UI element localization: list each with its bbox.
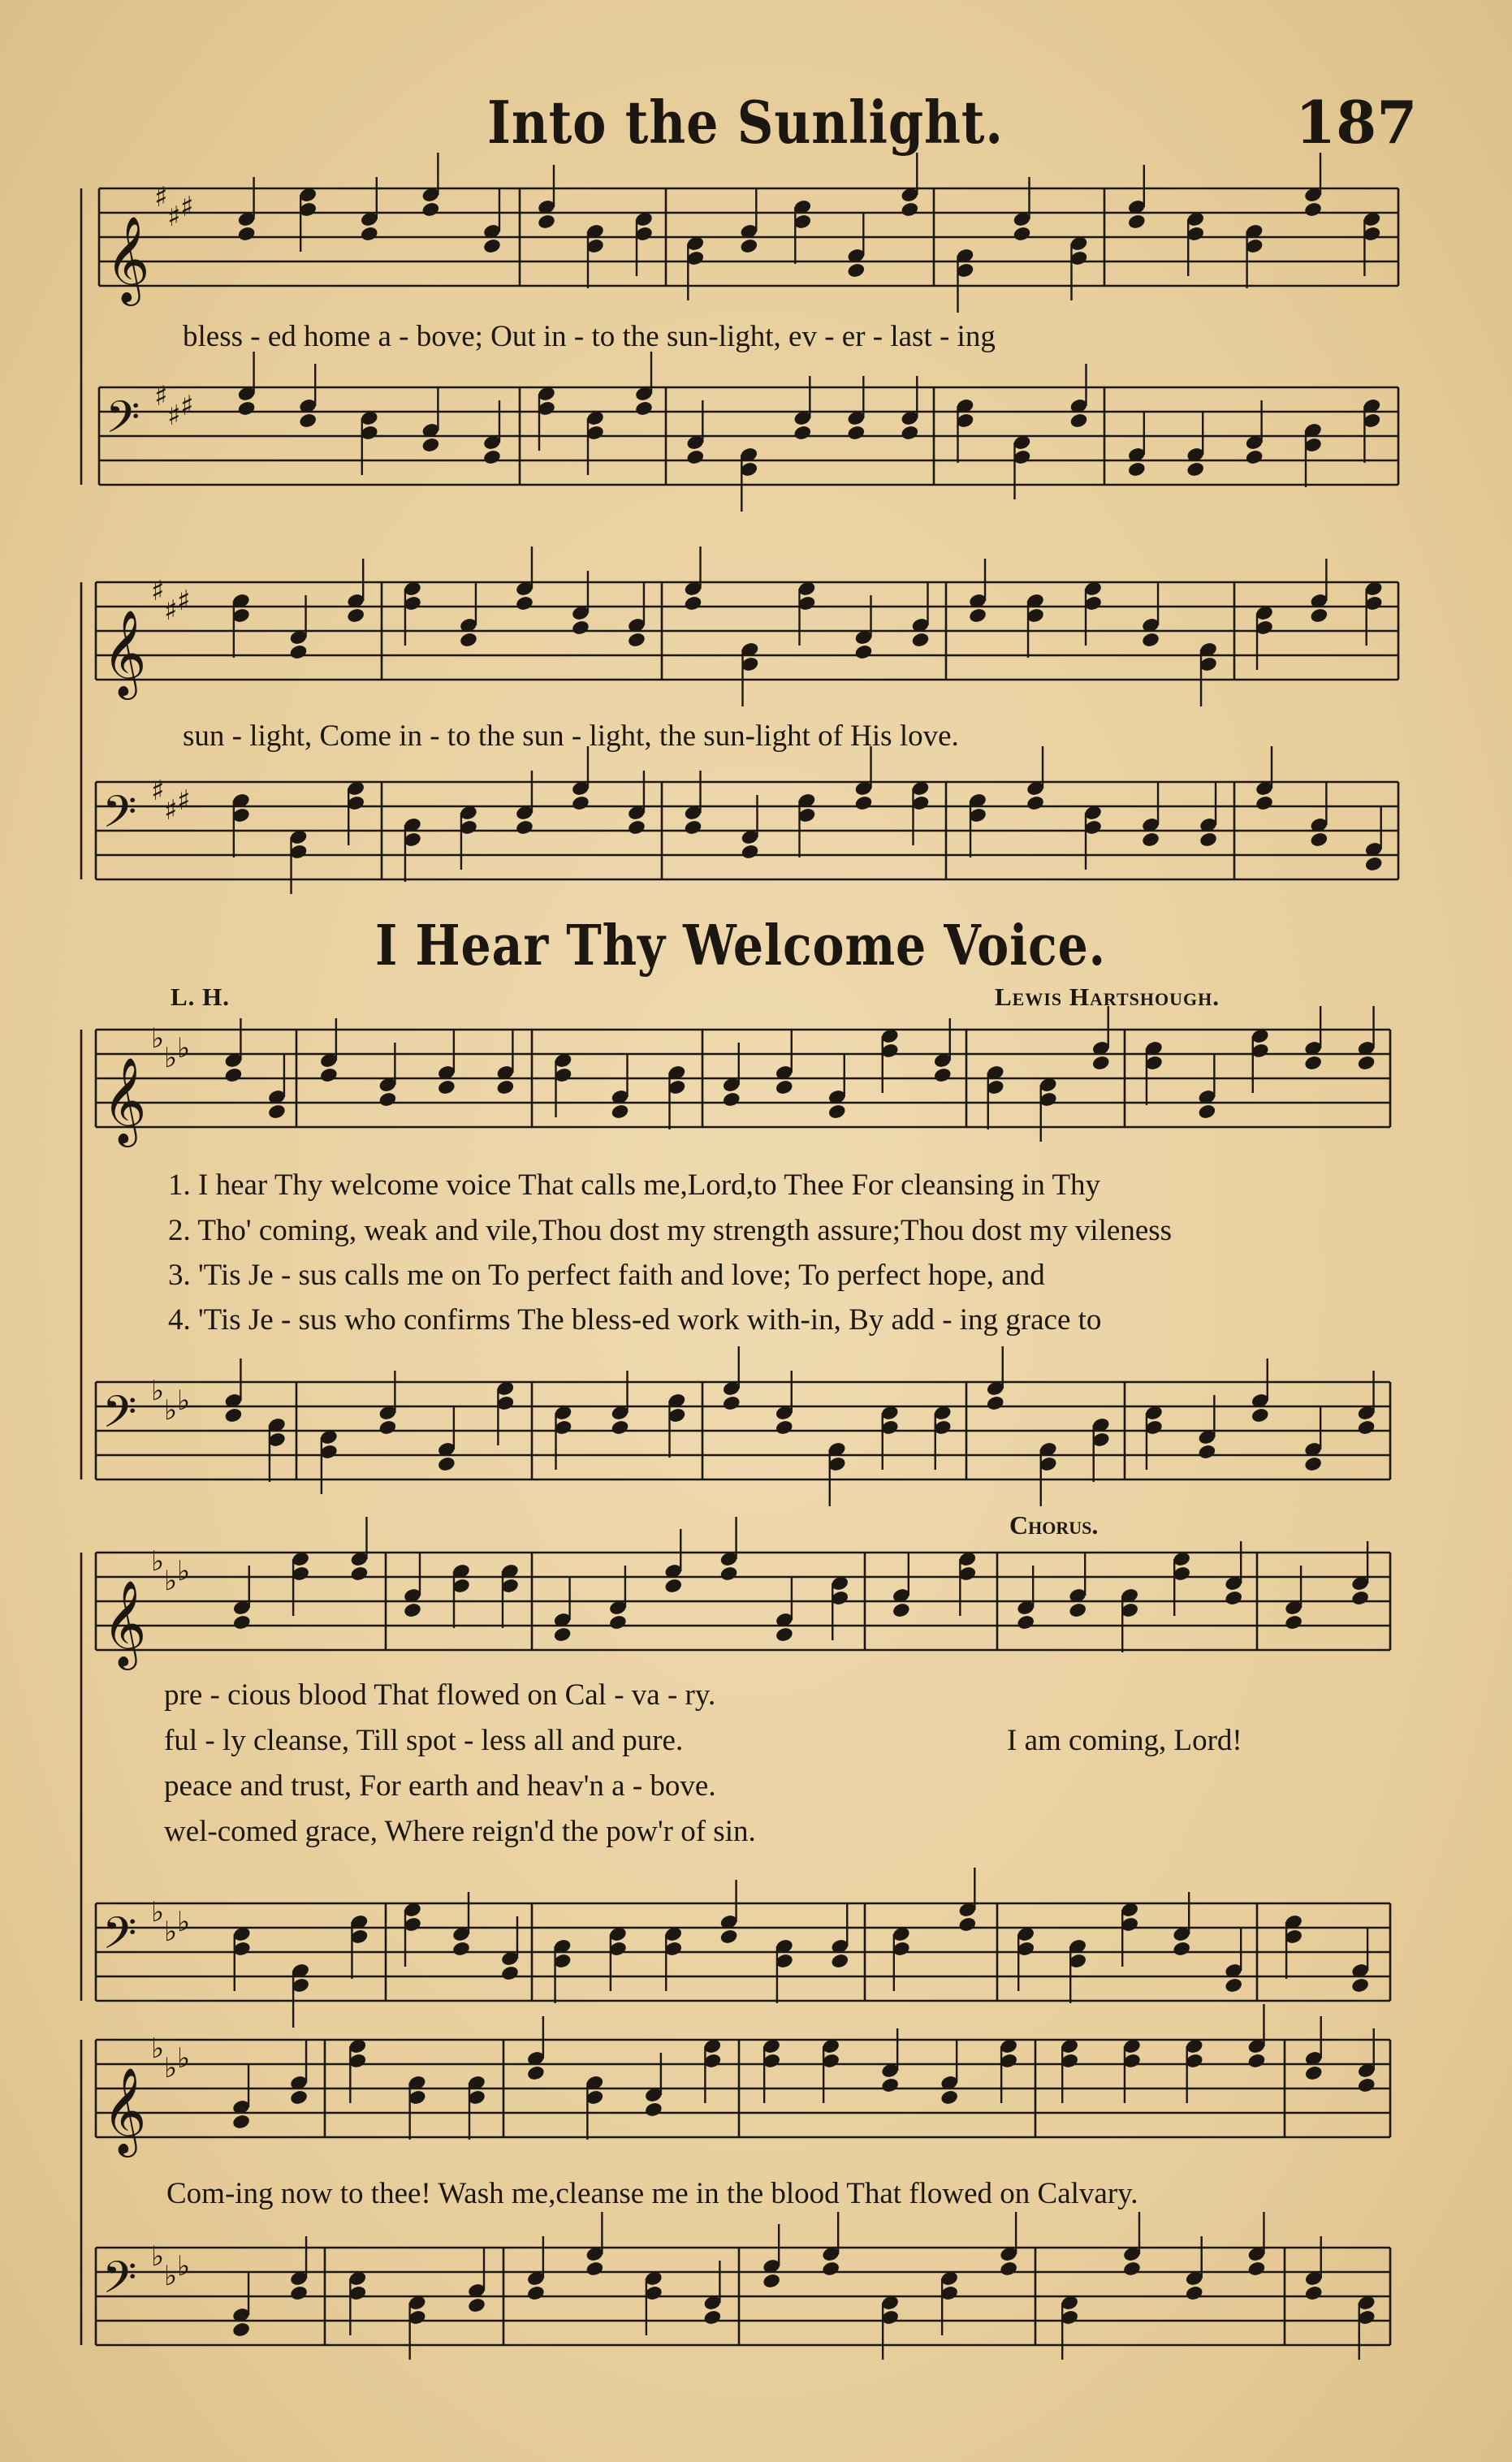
notehead [437, 1456, 456, 1473]
notehead [495, 1079, 515, 1096]
notehead [1224, 1977, 1243, 1994]
hymn2-title: I Hear Thy Welcome Voice. [375, 914, 1106, 978]
flat-icon: ♭ [177, 2042, 191, 2075]
notehead [608, 1614, 628, 1631]
notehead [421, 201, 440, 218]
notehead [830, 1953, 849, 1970]
notehead [1172, 1941, 1191, 1958]
notehead [911, 632, 931, 649]
chorus-label: Chorus. [1009, 1510, 1099, 1540]
notehead [298, 412, 318, 430]
notehead [482, 449, 502, 466]
notehead [1013, 226, 1032, 243]
notehead [793, 425, 812, 442]
notehead [1068, 1602, 1087, 1619]
notehead [684, 595, 703, 612]
notehead [1141, 632, 1160, 649]
notehead [232, 1614, 252, 1631]
sharp-icon: ♯ [180, 191, 194, 223]
hymn1-lyrics-line1: bless - ed home a - bove; Out in - to the sun-light, ev - er - last - ing [183, 320, 996, 353]
notehead [421, 437, 440, 454]
notehead [223, 1407, 243, 1424]
sharp-icon: ♯ [177, 585, 191, 617]
notehead [1303, 201, 1323, 218]
verse3-line-a: 3. 'Tis Je - sus calls me on To perfect faith and love; To perfect hope, and [168, 1259, 1045, 1292]
lyricist-credit: L. H. [171, 983, 231, 1011]
flat-icon: ♭ [164, 1565, 178, 1597]
notehead [1224, 1590, 1243, 1607]
notehead [1350, 1590, 1370, 1607]
notehead [940, 2089, 959, 2106]
notehead [231, 2322, 251, 2339]
staff-3 [96, 546, 1398, 706]
notehead [515, 595, 534, 612]
flat-icon: ♭ [151, 1022, 165, 1055]
sharp-icon: ♯ [180, 390, 194, 422]
flat-icon: ♭ [177, 1384, 191, 1417]
notehead [1197, 1444, 1216, 1461]
notehead [467, 2297, 486, 2314]
flat-icon: ♭ [151, 1545, 165, 1578]
notehead [1122, 2261, 1142, 2278]
sharp-icon: ♯ [167, 201, 181, 233]
notehead [378, 1091, 397, 1108]
treble-clef-icon: 𝄞 [102, 609, 147, 696]
flat-icon: ♭ [177, 2250, 191, 2283]
flat-icon: ♭ [164, 1916, 178, 1948]
notehead [267, 1104, 287, 1121]
notehead [1245, 449, 1264, 466]
notehead [821, 2261, 840, 2278]
notehead [1091, 1055, 1111, 1072]
verse3-line-b: peace and trust, For earth and heav'n a - bove. [164, 1769, 716, 1803]
notehead [223, 1067, 243, 1084]
notehead [1357, 1419, 1376, 1436]
sharp-icon: ♯ [151, 575, 165, 607]
notehead [526, 2065, 546, 2082]
staff-6 [96, 1346, 1390, 1506]
notehead [346, 607, 365, 624]
notehead [999, 2261, 1018, 2278]
notehead [571, 795, 590, 812]
treble-clef-icon: 𝄞 [102, 2067, 147, 2153]
notehead [500, 1965, 520, 1982]
notehead [627, 819, 646, 836]
sharp-icon: ♯ [177, 784, 191, 817]
notehead [892, 1602, 911, 1619]
notehead [585, 2261, 604, 2278]
notehead [1199, 831, 1218, 849]
staff-7 [96, 1517, 1390, 1670]
verse2-line-a: 2. Tho' coming, weak and vile,Thou dost my strength assure;Thou dost my vileness [168, 1214, 1173, 1247]
sharp-icon: ♯ [164, 794, 178, 827]
notehead [854, 795, 874, 812]
notehead [553, 1626, 572, 1643]
notehead [1186, 461, 1205, 478]
flat-icon: ♭ [164, 1042, 178, 1074]
notehead [1255, 795, 1274, 812]
page-number: 187 [1295, 88, 1418, 157]
flat-icon: ♭ [177, 1032, 191, 1065]
notehead [459, 632, 478, 649]
notehead [1127, 214, 1147, 231]
notehead [289, 644, 309, 661]
chorus-lyrics-line1: I am coming, Lord! [1007, 1724, 1242, 1757]
notehead [1309, 607, 1328, 624]
notehead [1016, 1614, 1035, 1631]
notehead [349, 1566, 369, 1583]
notehead [360, 226, 379, 243]
flat-icon: ♭ [151, 2032, 165, 2065]
notehead [289, 2089, 309, 2106]
treble-clef-icon: 𝄞 [102, 1056, 147, 1143]
notehead [957, 1916, 977, 1933]
bass-clef-icon: 𝄢 [102, 786, 137, 849]
notehead [854, 644, 874, 661]
notehead [900, 425, 919, 442]
bass-clef-icon: 𝄢 [102, 1386, 137, 1449]
notehead [289, 2285, 309, 2302]
verse4-line-b: wel-comed grace, Where reign'd the pow'r of sin. [164, 1815, 756, 1848]
flat-icon: ♭ [177, 1555, 191, 1587]
notehead [644, 2101, 663, 2119]
verse2-line-b: ful - ly cleanse, Till spot - less all and pure. [164, 1724, 684, 1757]
sharp-icon: ♯ [151, 775, 165, 807]
notehead [237, 400, 257, 417]
sharp-icon: ♯ [154, 181, 168, 214]
notehead [1357, 1055, 1376, 1072]
verse1-line-b: pre - cious blood That flowed on Cal - va - ry. [164, 1678, 716, 1712]
notehead [722, 1395, 741, 1412]
notehead [634, 400, 654, 417]
notehead [739, 238, 758, 255]
sharp-icon: ♯ [154, 380, 168, 412]
bass-clef-icon: 𝄢 [102, 1907, 137, 1970]
notehead [571, 620, 590, 637]
notehead [611, 1104, 630, 1121]
bass-clef-icon: 𝄢 [102, 2252, 137, 2314]
sharp-icon: ♯ [164, 594, 178, 627]
notehead [1141, 831, 1160, 849]
notehead [1247, 2053, 1267, 2070]
notehead [319, 1067, 339, 1084]
notehead [1127, 461, 1147, 478]
notehead [1304, 2065, 1324, 2082]
flat-icon: ♭ [151, 2240, 165, 2273]
bass-clef-icon: 𝄢 [106, 391, 140, 454]
notehead [1350, 1977, 1370, 1994]
staff-1 [99, 153, 1398, 313]
notehead [237, 226, 257, 243]
notehead [702, 2309, 722, 2326]
chorus-lyrics-line2: Com-ing now to thee! Wash me,cleanse me in the blood That flowed on Calvary. [166, 2177, 1138, 2210]
sharp-icon: ♯ [167, 400, 181, 432]
notehead [403, 1602, 422, 1619]
notehead [526, 2285, 546, 2302]
flat-icon: ♭ [164, 1394, 178, 1427]
hymn1-lyrics-line2: sun - light, Come in - to the sun - light, the sun-light of His love. [183, 719, 959, 753]
notehead [762, 2273, 781, 2290]
notehead [482, 238, 502, 255]
notehead [537, 214, 556, 231]
notehead [775, 1419, 794, 1436]
notehead [775, 1079, 794, 1096]
composer-credit: Lewis Hartshough. [995, 983, 1220, 1011]
treble-clef-icon: 𝄞 [106, 215, 150, 302]
flat-icon: ♭ [164, 2052, 178, 2084]
notehead [719, 1566, 739, 1583]
verse1-line-a: 1. I hear Thy welcome voice That calls me,Lord,to Thee For cleansing in Thy [168, 1168, 1101, 1202]
staff-10 [96, 2212, 1390, 2360]
notehead [741, 844, 760, 861]
staff-9 [96, 2004, 1390, 2157]
flat-icon: ♭ [151, 1375, 165, 1407]
treble-clef-icon: 𝄞 [102, 1579, 147, 1666]
notehead [1303, 1055, 1323, 1072]
notehead [775, 1626, 794, 1643]
notehead [880, 2077, 900, 2094]
notehead [1251, 1407, 1270, 1424]
notehead [684, 819, 703, 836]
notehead [827, 1104, 847, 1121]
flat-icon: ♭ [177, 1906, 191, 1938]
notehead [1247, 2261, 1267, 2278]
notehead [378, 1419, 397, 1436]
notehead [685, 449, 705, 466]
notehead [1185, 2285, 1204, 2302]
notehead [1284, 1614, 1303, 1631]
flat-icon: ♭ [164, 2260, 178, 2292]
notehead [1357, 2077, 1376, 2094]
notehead [663, 1578, 683, 1595]
notehead [1364, 856, 1384, 873]
notehead [719, 1929, 739, 1946]
notehead [1069, 412, 1089, 430]
notehead [846, 425, 866, 442]
notehead [933, 1067, 953, 1084]
staff-5 [96, 1006, 1390, 1147]
notehead [1026, 795, 1045, 812]
notehead [627, 632, 646, 649]
notehead [515, 819, 534, 836]
notehead [1309, 831, 1328, 849]
staff-8 [96, 1868, 1390, 2028]
notehead [900, 201, 919, 218]
hymn1-title: Into the Sunlight. [487, 88, 1004, 157]
staff-2 [99, 352, 1398, 512]
notehead [231, 2114, 251, 2131]
notehead [968, 607, 987, 624]
notehead [846, 262, 866, 279]
staff-4 [96, 746, 1398, 894]
notehead [722, 1091, 741, 1108]
notehead [1303, 1456, 1323, 1473]
notehead [611, 1419, 630, 1436]
notehead [1304, 2285, 1324, 2302]
flat-icon: ♭ [151, 1896, 165, 1929]
notehead [451, 1941, 471, 1958]
verse4-line-a: 4. 'Tis Je - sus who confirms The bless-ed work with-in, By add - ing grace to [168, 1303, 1102, 1337]
notehead [1197, 1104, 1216, 1121]
notehead [437, 1079, 456, 1096]
notehead [986, 1395, 1005, 1412]
